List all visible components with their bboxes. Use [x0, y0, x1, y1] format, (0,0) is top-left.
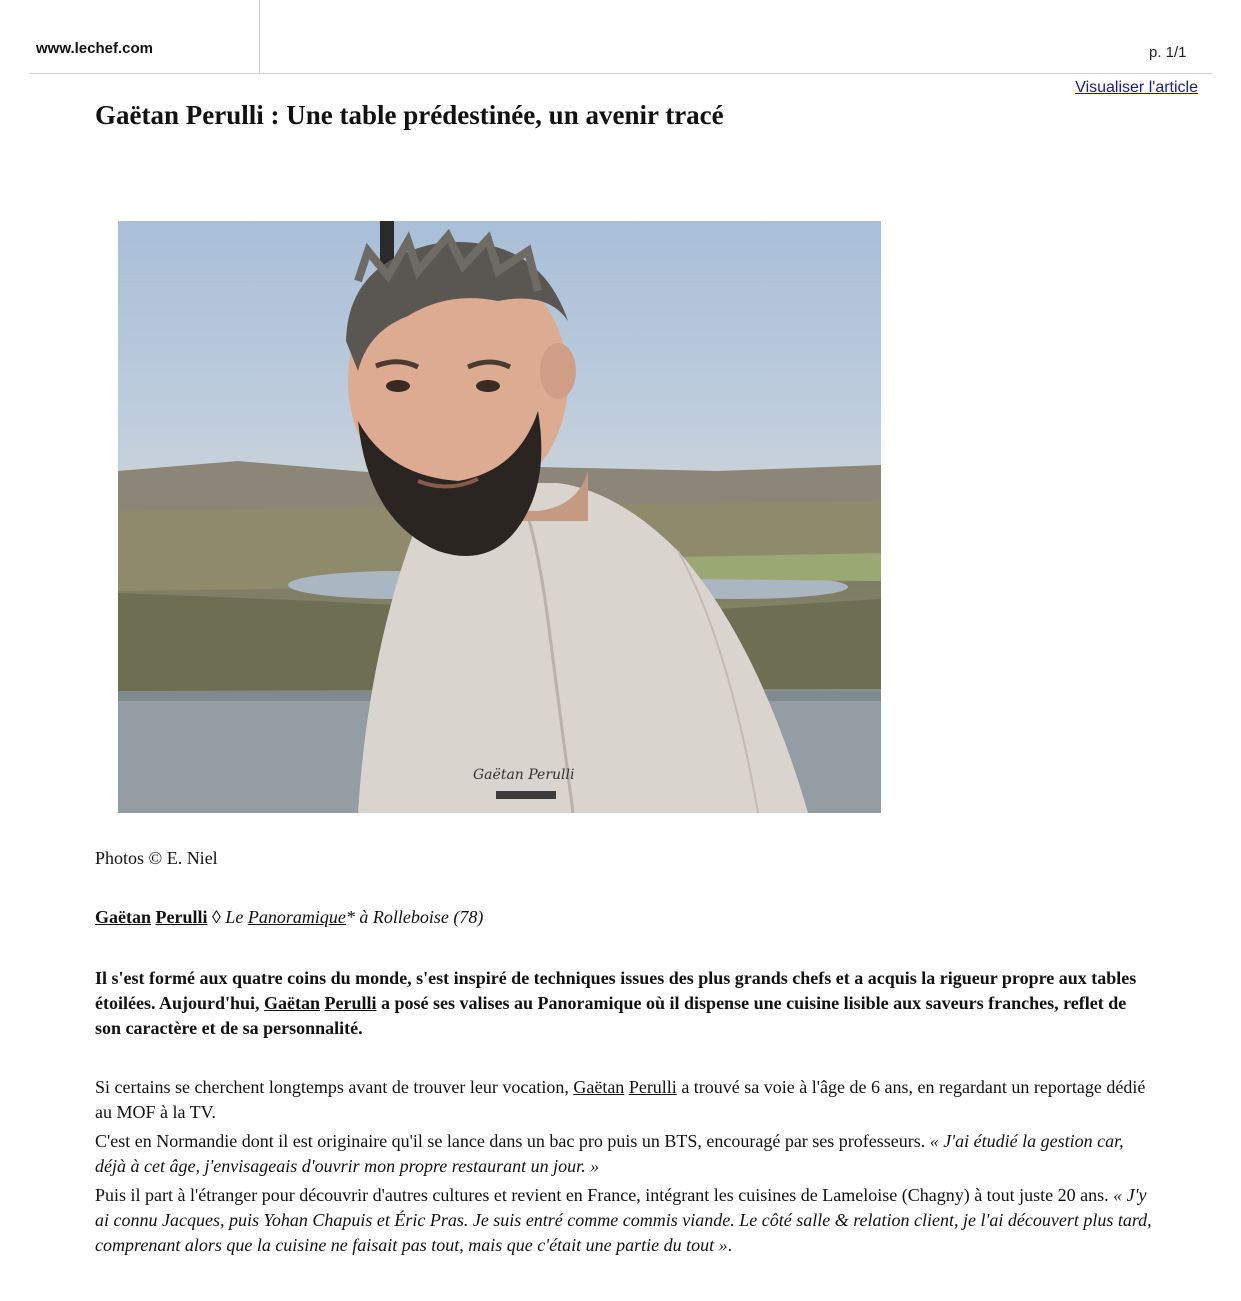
- paragraph-3: Puis il part à l'étranger pour découvrir d'autres cultures et revient en France, intégrant les cuisines de Lameloise (Chagny) à tout juste 20 ans. « J'y ai connu Jacques, puis Yohan Chapuis et Éric Pras. Je suis entré comme commis viande. Le côté salle & relation client, je l'ai découvert plus tard, comprenant alors que la cuisine ne faisait pas tout, mais que c'était une partie du tout ».: [95, 1185, 1152, 1255]
- chef-portrait-image: [118, 221, 881, 813]
- jacket-embroidery: Gaëtan Perulli: [473, 767, 575, 783]
- byline-last-name-link[interactable]: Perulli: [155, 907, 208, 927]
- paragraph-2: C'est en Normandie dont il est originaire qu'il se lance dans un bac pro puis un BTS, encouragé par ses professeurs. « J'ai étudié la gestion car, déjà à cet âge, j'envisageais d'ouvrir mon propre restaurant un jour. »: [95, 1131, 1124, 1176]
- header-divider: [29, 73, 1212, 74]
- p1-first-name-link[interactable]: Gaëtan: [573, 1077, 625, 1097]
- photo-caption: Photos © E. Niel: [95, 848, 218, 868]
- byline-diamond: ◊: [212, 907, 221, 927]
- header-divider-vertical: [259, 0, 260, 73]
- article-title: Gaëtan Perulli : Une table prédestinée, un avenir tracé: [95, 100, 724, 130]
- p1-last-name-link[interactable]: Perulli: [628, 1077, 677, 1097]
- paragraph-1: Si certains se cherchent longtemps avant de trouver leur vocation, Gaëtan Perulli a trouvé sa voie à l'âge de 6 ans, en regardant un reportage dédié au MOF à la TV.: [95, 1077, 1146, 1122]
- view-article-link[interactable]: Visualiser l'article: [1075, 79, 1198, 96]
- byline-venue: Le Panoramique* à Rolleboise (78): [225, 907, 484, 927]
- site-url: www.lechef.com: [36, 40, 153, 57]
- venue-link[interactable]: Panoramique: [247, 907, 346, 927]
- quote-2: « J'y ai connu Jacques, puis Yohan Chapuis et Éric Pras. Je suis entré comme commis viande. Le côté salle & relation client, je l'ai découvert plus tard, comprenant alors que la cuisine ne faisait pas tout, mais que c'était une partie du tout »: [95, 1185, 1152, 1255]
- lead-last-name-link[interactable]: Perulli: [324, 993, 377, 1013]
- byline-first-name-link[interactable]: Gaëtan: [95, 907, 151, 927]
- page-number: p. 1/1: [1149, 44, 1187, 61]
- article-lead: Il s'est formé aux quatre coins du monde, s'est inspiré de techniques issues des plus grands chefs et a acquis la rigueur propre aux tables étoilées. Aujourd'hui, Gaëtan Perulli a posé ses valises au Panoramique où il dispense une cuisine lisible aux saveurs franches, reflet de son caractère et de sa personnalité.: [95, 968, 1137, 1038]
- article-byline: [95, 907, 483, 928]
- lead-first-name-link[interactable]: Gaëtan: [264, 993, 321, 1013]
- quote-1: « J'ai étudié la gestion car, déjà à cet âge, j'envisageais d'ouvrir mon propre restaurant un jour. »: [95, 1131, 1124, 1176]
- chef-photo: [118, 221, 881, 813]
